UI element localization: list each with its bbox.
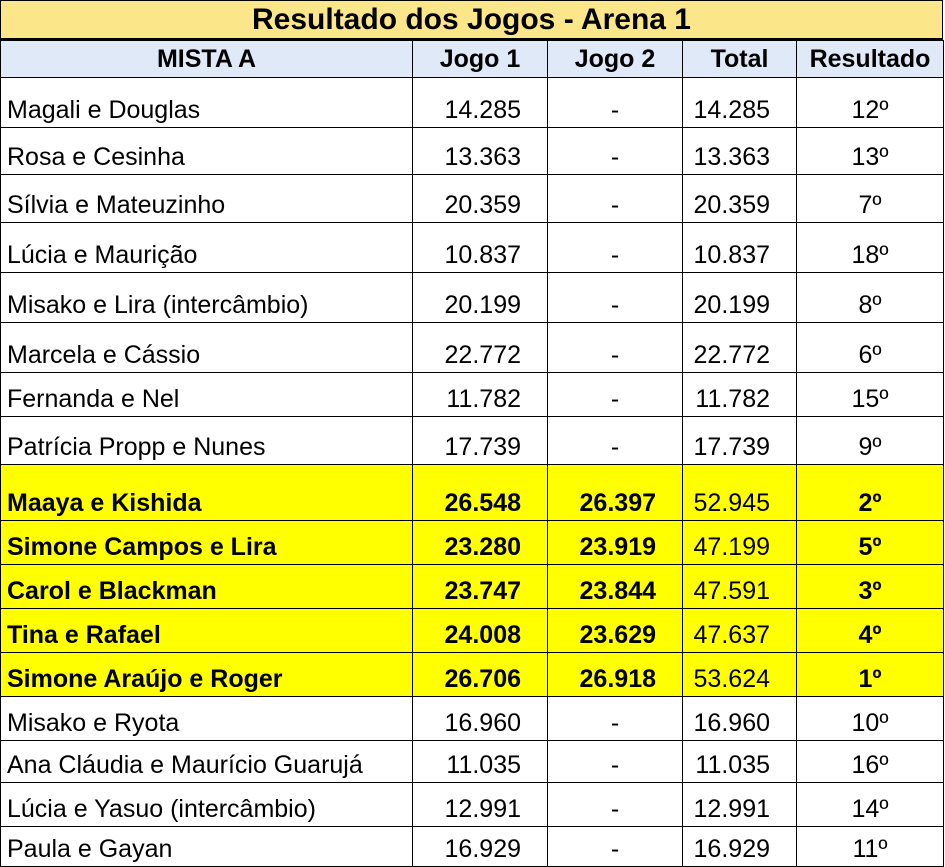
jogo2-cell: - — [548, 697, 683, 741]
name-cell: Lúcia e Maurição — [1, 223, 413, 273]
jogo2-cell: - — [548, 323, 683, 373]
total-cell: 53.624 — [683, 653, 797, 697]
total-cell: 20.359 — [683, 175, 797, 223]
total-cell: 16.960 — [683, 697, 797, 741]
name-cell: Maaya e Kishida — [1, 465, 413, 521]
jogo2-cell: 23.629 — [548, 609, 683, 653]
jogo2-cell: - — [548, 78, 683, 128]
jogo1-cell: 24.008 — [413, 609, 548, 653]
jogo1-cell: 12.991 — [413, 783, 548, 827]
table-row — [1, 741, 944, 783]
jogo1-cell: 26.706 — [413, 653, 548, 697]
name-cell: Misako e Lira (intercâmbio) — [1, 273, 413, 323]
header-jogo-2: Jogo 2 — [548, 41, 683, 78]
name-cell: Fernanda e Nel — [1, 373, 413, 417]
results-table — [0, 40, 944, 867]
jogo1-cell: 20.199 — [413, 273, 548, 323]
resultado-cell: 3º — [797, 565, 944, 609]
jogo2-cell: - — [548, 373, 683, 417]
jogo1-cell: 11.782 — [413, 373, 548, 417]
jogo2-cell: - — [548, 417, 683, 465]
jogo1-cell: 22.772 — [413, 323, 548, 373]
total-cell: 14.285 — [683, 78, 797, 128]
total-cell: 11.782 — [683, 373, 797, 417]
table-row — [1, 521, 944, 565]
total-cell: 20.199 — [683, 273, 797, 323]
jogo2-cell: - — [548, 741, 683, 783]
total-cell: 12.991 — [683, 783, 797, 827]
table-row — [1, 827, 944, 867]
name-cell: Sílvia e Mateuzinho — [1, 175, 413, 223]
resultado-cell: 7º — [797, 175, 944, 223]
total-cell: 17.739 — [683, 417, 797, 465]
table-row — [1, 323, 944, 373]
name-cell: Ana Cláudia e Maurício Guarujá — [1, 741, 413, 783]
name-cell: Simone Araújo e Roger — [1, 653, 413, 697]
total-cell: 47.199 — [683, 521, 797, 565]
jogo2-cell: 26.918 — [548, 653, 683, 697]
resultado-cell: 1º — [797, 653, 944, 697]
jogo1-cell: 13.363 — [413, 128, 548, 175]
resultado-cell: 2º — [797, 465, 944, 521]
jogo1-cell: 14.285 — [413, 78, 548, 128]
jogo1-cell: 11.035 — [413, 741, 548, 783]
name-cell: Simone Campos e Lira — [1, 521, 413, 565]
jogo2-cell: - — [548, 273, 683, 323]
table-row — [1, 417, 944, 465]
table-row — [1, 373, 944, 417]
name-cell: Patrícia Propp e Nunes — [1, 417, 413, 465]
jogo1-cell: 16.960 — [413, 697, 548, 741]
resultado-cell: 16º — [797, 741, 944, 783]
header-total: Total — [683, 41, 797, 78]
jogo2-cell: 23.844 — [548, 565, 683, 609]
resultado-cell: 12º — [797, 78, 944, 128]
resultado-cell: 4º — [797, 609, 944, 653]
resultado-cell: 11º — [797, 827, 944, 867]
jogo1-cell: 26.548 — [413, 465, 548, 521]
table-row — [1, 465, 944, 521]
jogo2-cell: 23.919 — [548, 521, 683, 565]
jogo1-cell: 17.739 — [413, 417, 548, 465]
table-row — [1, 609, 944, 653]
jogo1-cell: 20.359 — [413, 175, 548, 223]
resultado-cell: 5º — [797, 521, 944, 565]
resultado-cell: 10º — [797, 697, 944, 741]
resultado-cell: 6º — [797, 323, 944, 373]
resultado-cell: 15º — [797, 373, 944, 417]
jogo2-cell: - — [548, 783, 683, 827]
table-row — [1, 128, 944, 175]
table-row — [1, 223, 944, 273]
total-cell: 13.363 — [683, 128, 797, 175]
total-cell: 47.637 — [683, 609, 797, 653]
name-cell: Tina e Rafael — [1, 609, 413, 653]
table-row — [1, 78, 944, 128]
total-cell: 47.591 — [683, 565, 797, 609]
jogo1-cell: 10.837 — [413, 223, 548, 273]
resultado-cell: 14º — [797, 783, 944, 827]
name-cell: Magali e Douglas — [1, 78, 413, 128]
table-row — [1, 565, 944, 609]
name-cell: Rosa e Cesinha — [1, 128, 413, 175]
total-cell: 11.035 — [683, 741, 797, 783]
table-row — [1, 653, 944, 697]
jogo2-cell: 26.397 — [548, 465, 683, 521]
header-resultado: Resultado — [797, 41, 944, 78]
table-row — [1, 273, 944, 323]
jogo1-cell: 16.929 — [413, 827, 548, 867]
total-cell: 10.837 — [683, 223, 797, 273]
table-row — [1, 783, 944, 827]
name-cell: Misako e Ryota — [1, 697, 413, 741]
table-row — [1, 175, 944, 223]
name-cell: Carol e Blackman — [1, 565, 413, 609]
total-cell: 52.945 — [683, 465, 797, 521]
table-row — [1, 697, 944, 741]
name-cell: Lúcia e Yasuo (intercâmbio) — [1, 783, 413, 827]
jogo2-cell: - — [548, 827, 683, 867]
table-body — [1, 78, 944, 867]
resultado-cell: 8º — [797, 273, 944, 323]
jogo1-cell: 23.280 — [413, 521, 548, 565]
jogo2-cell: - — [548, 175, 683, 223]
jogo1-cell: 23.747 — [413, 565, 548, 609]
header-mista-a: MISTA A — [1, 41, 413, 78]
jogo2-cell: - — [548, 223, 683, 273]
jogo2-cell: - — [548, 128, 683, 175]
total-cell: 22.772 — [683, 323, 797, 373]
resultado-cell: 9º — [797, 417, 944, 465]
resultado-cell: 18º — [797, 223, 944, 273]
name-cell: Marcela e Cássio — [1, 323, 413, 373]
sheet-title: Resultado dos Jogos - Arena 1 — [0, 0, 943, 40]
total-cell: 16.929 — [683, 827, 797, 867]
resultado-cell: 13º — [797, 128, 944, 175]
name-cell: Paula e Gayan — [1, 827, 413, 867]
header-jogo-1: Jogo 1 — [413, 41, 548, 78]
header-row — [1, 41, 944, 78]
